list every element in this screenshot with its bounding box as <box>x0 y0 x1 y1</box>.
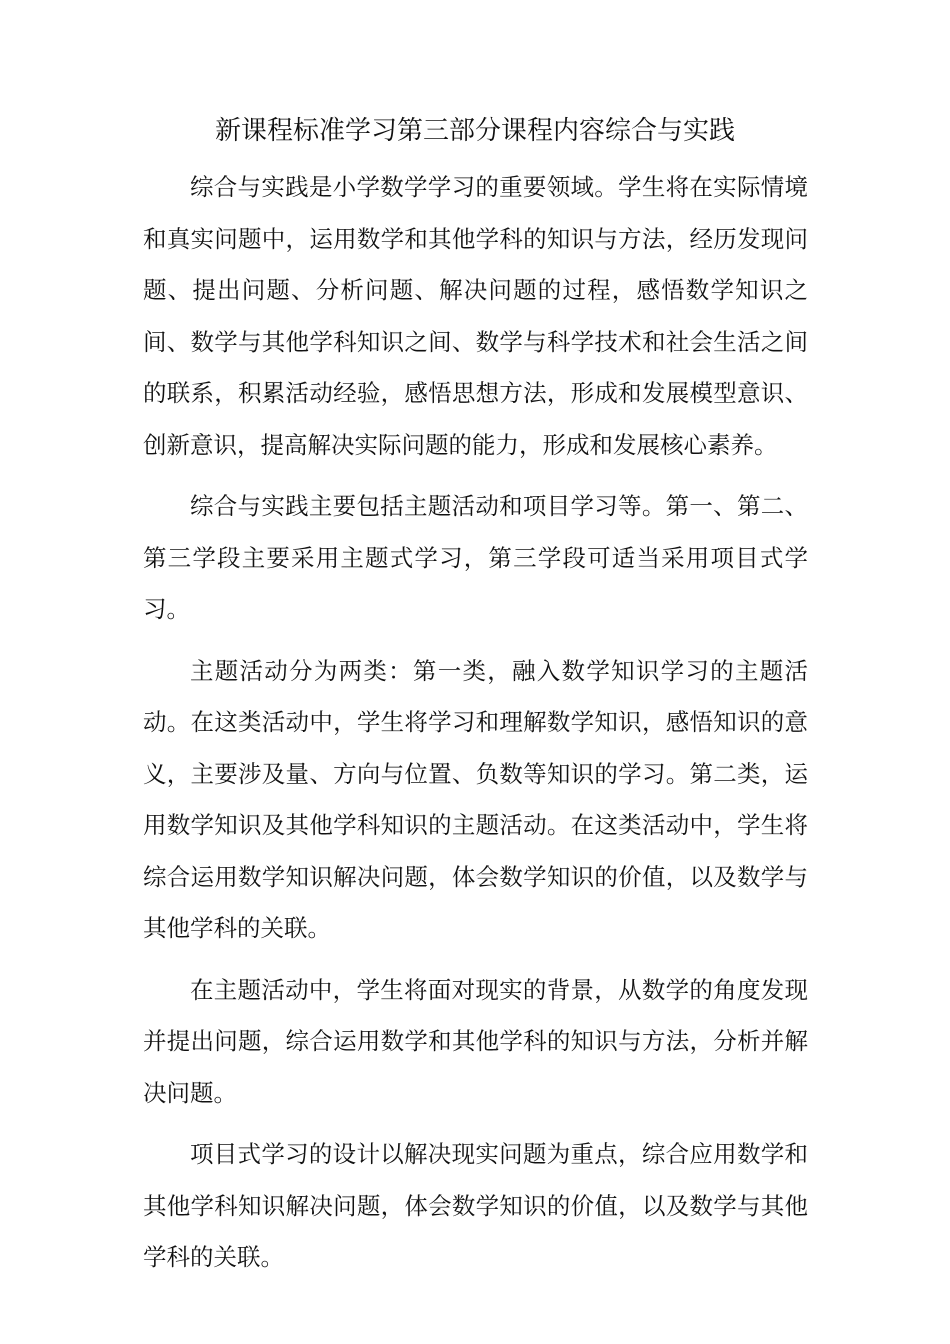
paragraph-3: 主题活动分为两类：第一类，融入数学知识学习的主题活动。在这类活动中，学生将学习和理解数学知识，感悟知识的意义，主要涉及量、方向与位置、负数等知识的学习。第二类，运用数学知识及其他学科知识的主题活动。在这类活动中，学生将综合运用数学知识解决问题，体会数学知识的价值，以及数学与其他学科的关联。 <box>143 656 808 942</box>
paragraph-2: 综合与实践主要包括主题活动和项目学习等。第一、第二、第三学段主要采用主题式学习，第三学段可适当采用项目式学习。 <box>143 492 808 623</box>
document-body <box>143 162 808 1294</box>
paragraph-5: 项目式学习的设计以解决现实问题为重点，综合应用数学和其他学科知识解决问题，体会数学知识的价值，以及数学与其他学科的关联。 <box>143 1140 808 1271</box>
paragraph-4: 在主题活动中，学生将面对现实的背景，从数学的角度发现并提出问题，综合运用数学和其他学科的知识与方法，分析并解决问题。 <box>143 975 808 1107</box>
paragraph-1: 综合与实践是小学数学学习的重要领域。学生将在实际情境和真实问题中，运用数学和其他学科的知识与方法，经历发现问题、提出问题、分析问题、解决问题的过程，感悟数学知识之间、数学与其他学科知识之间、数学与科学技术和社会生活之间的联系，积累活动经验，感悟思想方法，形成和发展模型意识、创新意识，提高解决实际问题的能力，形成和发展核心素养。 <box>143 173 808 459</box>
document-title: 新课程标准学习第三部分课程内容综合与实践 <box>214 116 735 146</box>
